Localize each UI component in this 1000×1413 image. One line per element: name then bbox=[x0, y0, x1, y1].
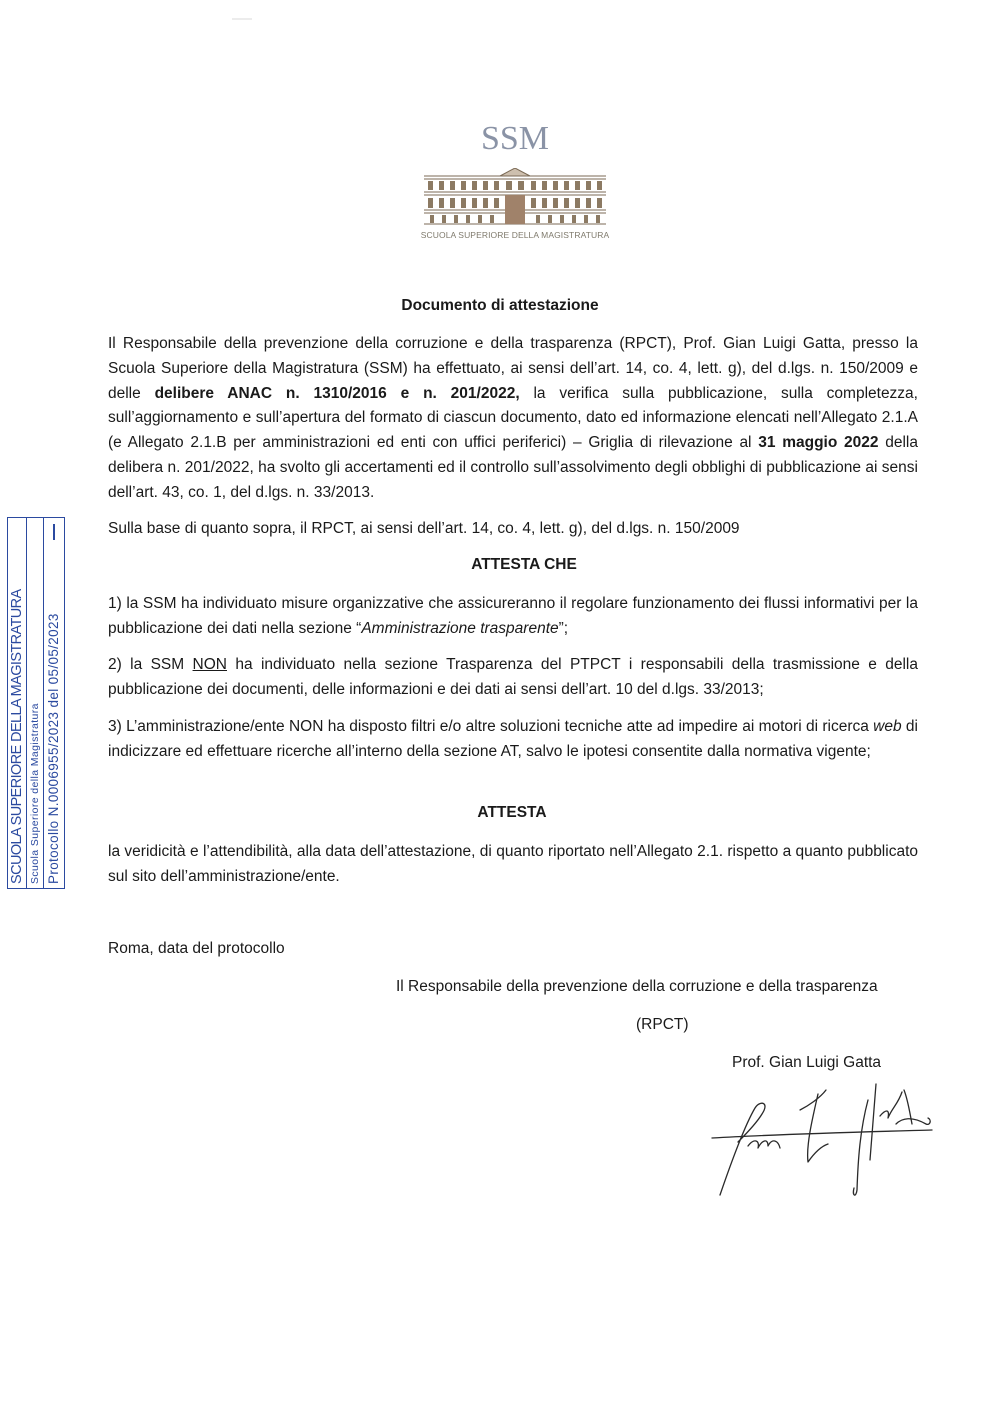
delibere-anac-reference: delibere ANAC n. 1310/2016 e n. 201/2022, bbox=[154, 384, 520, 402]
attestation-item-3-text: 3) L’amministrazione/ente NON ha disposto filtri e/o altre soluzioni tecniche atte ad impedire ai motori di ricerca bbox=[108, 718, 874, 735]
ssm-logo bbox=[415, 120, 615, 250]
heading-attesta: ATTESTA bbox=[477, 804, 547, 821]
palazzo-building-icon bbox=[420, 168, 610, 226]
paragraph-verification bbox=[108, 332, 918, 506]
attestation-item-3 bbox=[108, 715, 918, 765]
stamp-institution-upper: SCUOLA SUPERIORE DELLA MAGISTRATURA bbox=[9, 589, 25, 884]
attestation-item-3-web: web bbox=[873, 718, 902, 735]
stamp-column-institution-name: Scuola Superiore della Magistratura bbox=[27, 518, 44, 888]
heading-attesta-che: ATTESTA CHE bbox=[471, 556, 577, 573]
paragraph-verification-text-1: Il Responsabile della prevenzione della corruzione e della trasparenza (RPCT), Prof. Gian Luigi Gatta, presso la Scuola Superiore della Magistratura (SSM) ha effettuato, ai sensi dell’art. 14, co. 4, lett. g), del d.lgs. n. 150/2009 e delle bbox=[108, 335, 918, 402]
paragraph-basis: Sulla base di quanto sopra, il RPCT, ai sensi dell’art. 14, co. 4, lett. g), del d.lgs. n. 150/2009 bbox=[108, 520, 740, 537]
stamp-column-protocol: Protocollo N.0006955/2023 del 05/05/2023 bbox=[44, 518, 64, 888]
stamp-direction-mark bbox=[53, 524, 55, 540]
document-title: Documento di attestazione bbox=[401, 297, 599, 314]
scan-speck bbox=[232, 18, 252, 20]
attestation-item-2 bbox=[108, 653, 918, 703]
logo-caption: SCUOLA SUPERIORE DELLA MAGISTRATURA bbox=[420, 230, 610, 240]
attestation-item-3-rest: di indicizzare ed effettuare ricerche all’interno della sezione AT, salvo le ipotesi consentite dalla normativa vigente; bbox=[108, 718, 918, 760]
attestation-item-1 bbox=[108, 592, 918, 642]
place-date: Roma, data del protocollo bbox=[108, 940, 285, 957]
attestation-item-1-end: ”; bbox=[558, 619, 569, 637]
signatory-name: Prof. Gian Luigi Gatta bbox=[732, 1054, 882, 1071]
signatory-role: Il Responsabile della prevenzione della corruzione e della trasparenza bbox=[396, 978, 878, 995]
attestation-item-2-rest: ha individuato nella sezione Trasparenza del PTPCT i responsabili della trasmissione e della pubblicazione dei documenti, delle informazioni e dei dati ai sensi dell’art. 10 del d.lgs. 33/2013; bbox=[108, 656, 918, 698]
paragraph-verification-text-3: della delibera n. 201/2022, ha svolto gli accertamenti ed il controllo sull’assolvimento degli obblighi di pubblicazione ai sensi dell’art. 43, co. 1, del d.lgs. n. 33/2013. bbox=[108, 434, 918, 501]
attestation-item-2-text: 2) la SSM bbox=[108, 656, 193, 673]
paragraph-verification-text-2: la verifica sulla pubblicazione, sulla completezza, sull’aggiornamento e sull’apertura del formato di ciascun documento, dato ed informazione elencati nell’Allegato 2.1.A (e Allegato 2.1.B per amministrazioni ed enti con uffici periferici) – Griglia di rilevazione al bbox=[108, 384, 918, 452]
attestation-item-2-non: NON bbox=[192, 656, 227, 673]
signatory-abbreviation: (RPCT) bbox=[636, 1016, 689, 1033]
handwritten-signature bbox=[700, 1080, 950, 1200]
attestation-item-1-text: 1) la SSM ha individuato misure organizzative che assicureranno il regolare funzionamento dei flussi informativi per la pubblicazione dei dati nella sezione “ bbox=[108, 595, 918, 637]
survey-date: 31 maggio 2022 bbox=[758, 434, 879, 452]
attestation-item-1-section: Amministrazione trasparente bbox=[361, 619, 559, 637]
logo-abbreviation: SSM bbox=[480, 120, 550, 157]
paragraph-veridicity: la veridicità e l’attendibilità, alla data dell’attestazione, di quanto riportato nell’Allegato 2.1. rispetto a quanto pubblicato sul sito dell’amministrazione/ente. bbox=[108, 843, 918, 885]
